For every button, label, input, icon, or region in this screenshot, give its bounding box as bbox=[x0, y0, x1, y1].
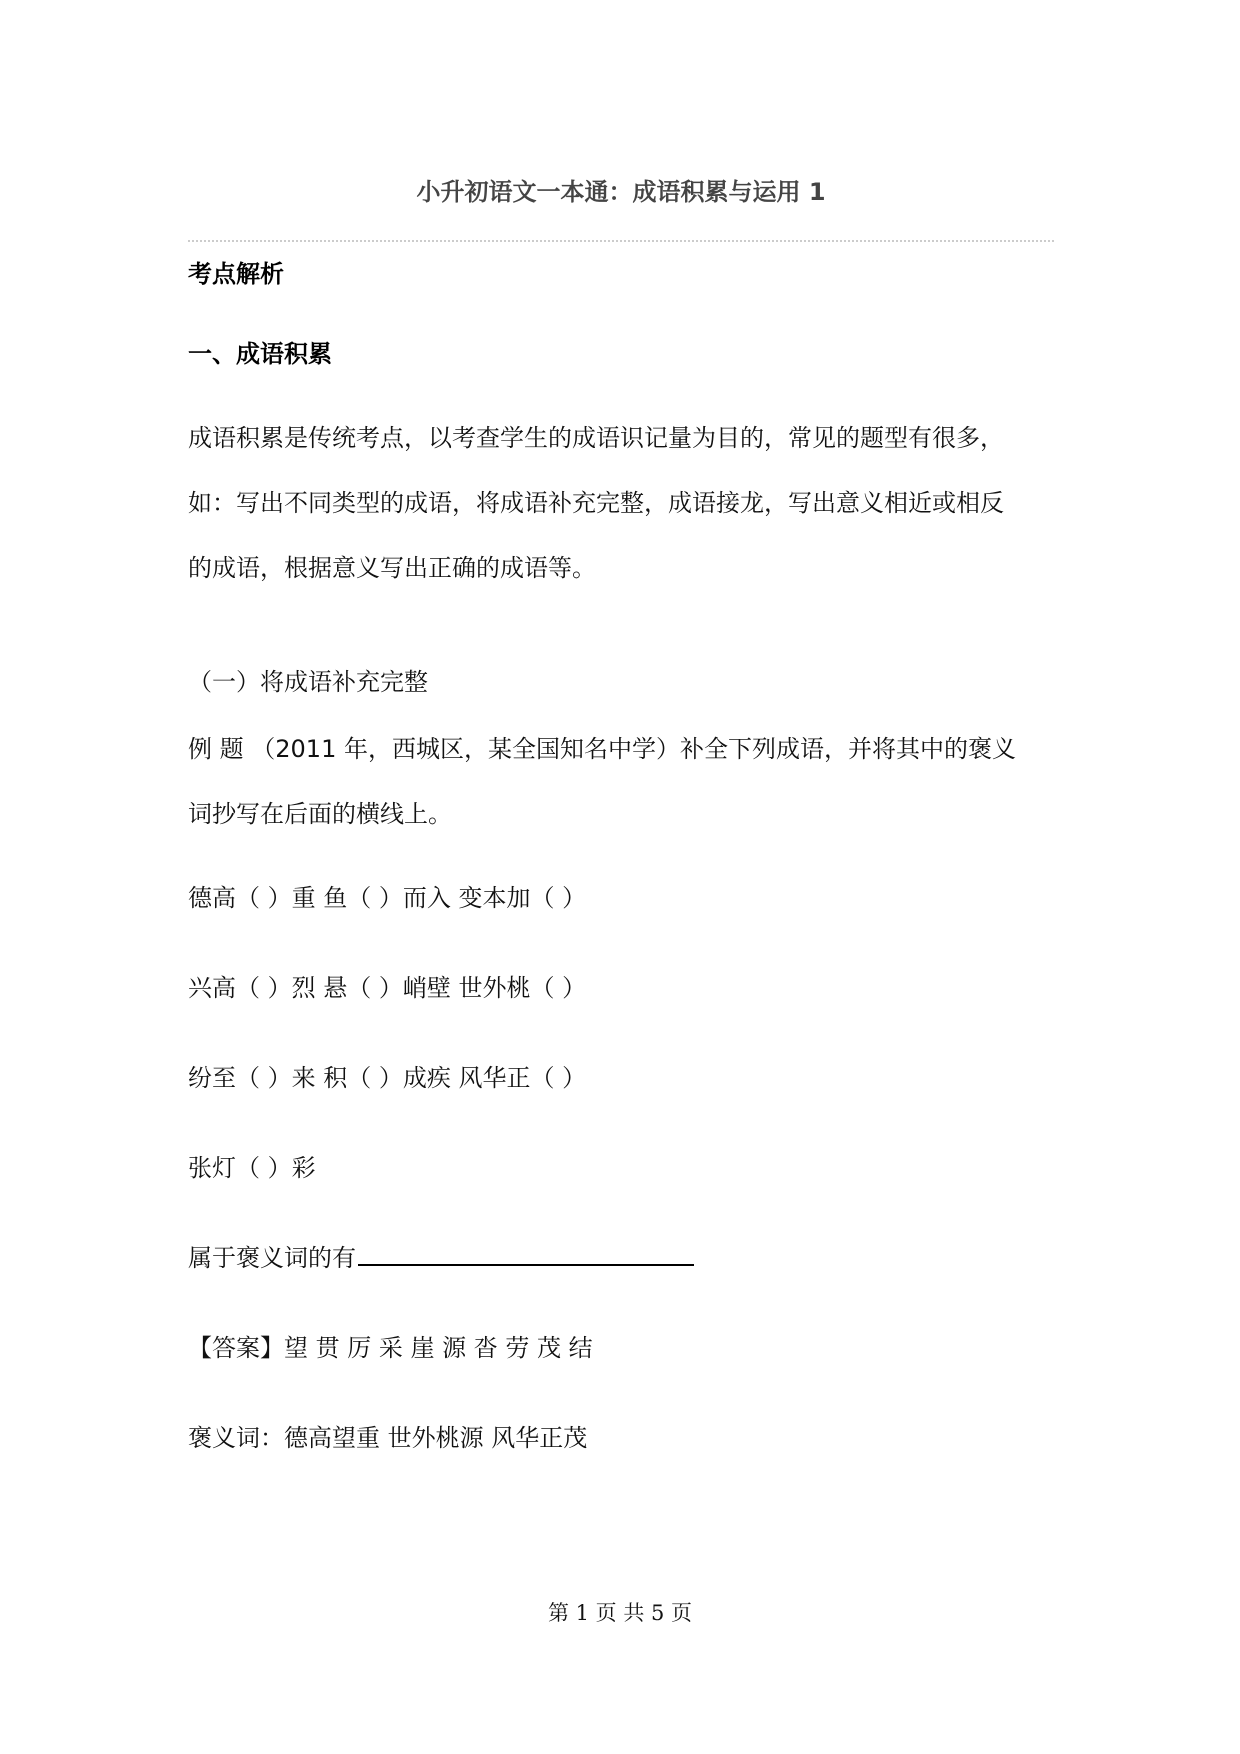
idiom-row: 兴高（ ）烈 悬（ ）峭壁 世外桃（ ） bbox=[188, 974, 587, 1002]
fill-prompt: 属于褒义词的有 bbox=[188, 1244, 356, 1272]
example-line-2: 词抄写在后面的横线上。 bbox=[188, 800, 452, 828]
subsection-heading: 一、成语积累 bbox=[188, 340, 332, 368]
idiom-row: 纷至（ ）来 积（ ）成疾 风华正（ ） bbox=[188, 1064, 587, 1092]
idiom-row: 德高（ ）重 鱼（ ）而入 变本加（ ） bbox=[188, 884, 587, 912]
title-divider bbox=[188, 240, 1054, 242]
example-question bbox=[188, 717, 1054, 847]
page-indicator: 第 1 页 共 5 页 bbox=[547, 1601, 693, 1625]
intro-line-2: 如：写出不同类型的成语，将成语补充完整，成语接龙，写出意义相近或相反 bbox=[188, 489, 1004, 517]
answer-line: 【答案】望 贯 厉 采 崖 源 沓 劳 茂 结 bbox=[188, 1334, 593, 1362]
document-title: 小升初语文一本通：成语积累与运用 1 bbox=[416, 178, 826, 206]
answer-blank bbox=[358, 1240, 694, 1266]
commendatory-idioms: 褒义词：德高望重 世外桃源 风华正茂 bbox=[188, 1424, 588, 1452]
section-heading: 考点解析 bbox=[188, 260, 284, 288]
intro-line-3: 的成语，根据意义写出正确的成语等。 bbox=[188, 554, 596, 582]
idiom-row: 张灯（ ）彩 bbox=[188, 1154, 316, 1182]
example-line-1: 例 题 （2011 年，西城区，某全国知名中学）补全下列成语，并将其中的褒义 bbox=[188, 735, 1016, 763]
fill-in-line bbox=[188, 1240, 694, 1276]
intro-paragraph bbox=[188, 406, 1054, 601]
part-heading: （一）将成语补充完整 bbox=[188, 668, 428, 696]
intro-line-1: 成语积累是传统考点，以考查学生的成语识记量为目的，常见的题型有很多， bbox=[188, 424, 1004, 452]
